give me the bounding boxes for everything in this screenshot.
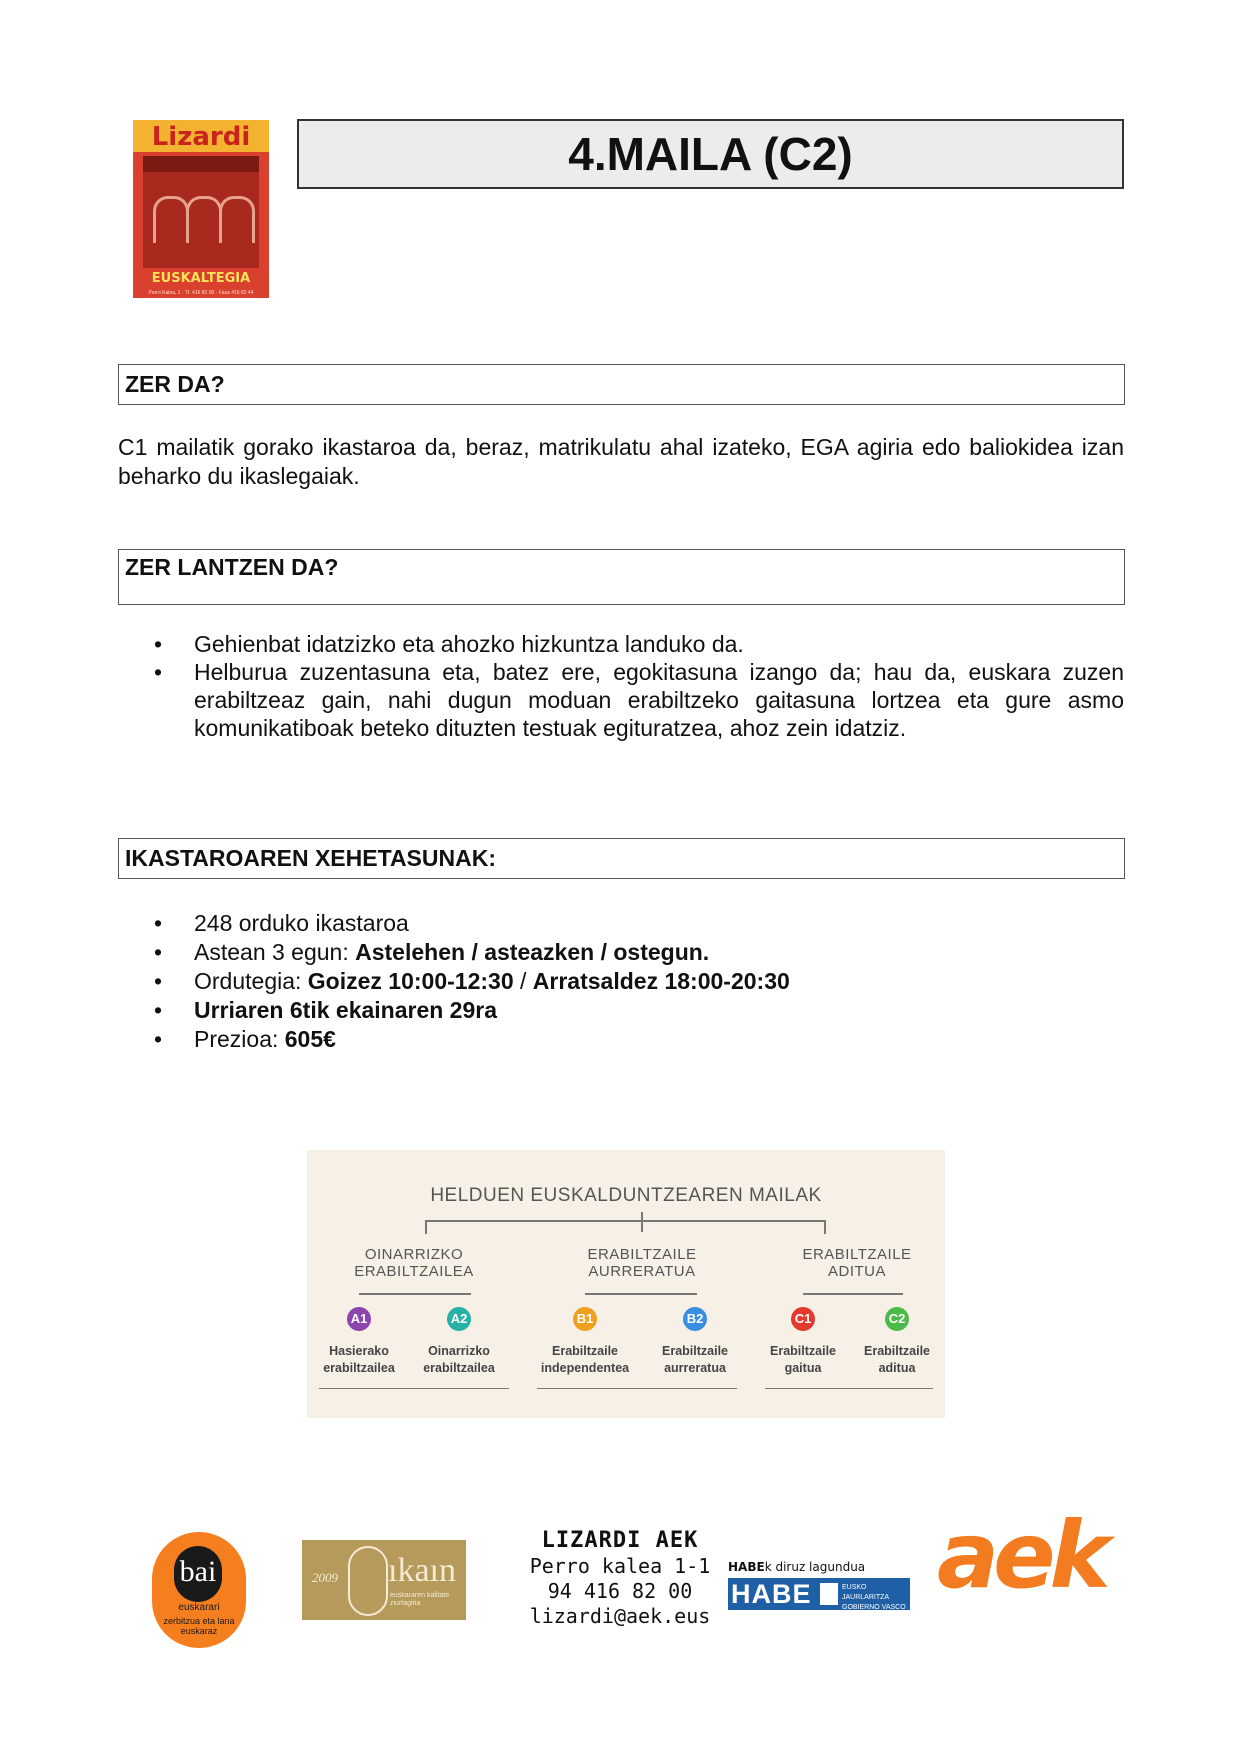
- level-desc-line: Erabiltzaile: [552, 1344, 618, 1358]
- bai-logo-mark: bai: [174, 1546, 222, 1602]
- days-value: Astelehen / asteazken / ostegun.: [355, 939, 710, 965]
- level-desc-line: gaitua: [784, 1361, 822, 1375]
- hours-text: 248 orduko ikastaroa: [194, 910, 409, 936]
- bikain-year: 2009: [312, 1570, 338, 1585]
- level-b1-badge: B1: [573, 1307, 597, 1331]
- page-title-box: [297, 119, 1124, 189]
- logo-address: Perro Kalea, 1 · Tf. 416 82 00 · Faxa 416 82 44: [148, 290, 254, 296]
- contact-phone: 94 416 82 00: [547, 1579, 693, 1603]
- level-desc-line: erabiltzailea: [323, 1361, 395, 1375]
- contact-block: [520, 1528, 720, 1629]
- contact-address: Perro kalea 1-1: [529, 1554, 711, 1578]
- group-underline: [765, 1388, 933, 1389]
- schedule-label: Ordutegia:: [194, 968, 308, 994]
- level-desc: [645, 1343, 745, 1377]
- level-desc-line: Oinarrizko: [428, 1344, 490, 1358]
- list-item: • Helburua zuzentasuna eta, batez ere, egokitasuna izango da; hau da, euskara zuzen erabiltzeaz gain, nahi dugun moduan erabiltzeko gaitasuna lortzea eta gure asmo komunikatiboak beteko dituzten testuak egituratzea, ahoz zein idatziz.: [154, 658, 1124, 742]
- level-a2-badge: A2: [447, 1307, 471, 1331]
- group-label-line: ERABILTZAILEA: [354, 1263, 474, 1280]
- level-desc: [847, 1343, 947, 1377]
- level-desc: [535, 1343, 635, 1377]
- level-desc-line: independentea: [540, 1361, 630, 1375]
- level-desc-line: Erabiltzaile: [662, 1344, 728, 1358]
- group-label-line: OINARRIZKO: [364, 1246, 464, 1263]
- logo-name: Lizardi: [151, 122, 251, 152]
- level-b2-badge: B2: [683, 1307, 707, 1331]
- level-desc: [309, 1343, 409, 1377]
- logo-arch: [153, 196, 189, 243]
- section-heading-what: ZER DA?: [118, 364, 1125, 405]
- days-label: Astean 3 egun:: [194, 939, 356, 965]
- section-what-text: C1 mailatik gorako ikastaroa da, beraz, matrikulatu ahal izateko, EGA agiria edo baliokidea izan beharko du ikaslegaiak.: [118, 434, 1124, 489]
- group-bracket: [585, 1293, 697, 1295]
- level-desc-line: Hasierako: [329, 1344, 389, 1358]
- group-bracket: [803, 1293, 903, 1295]
- list-item: • Gehienbat idatzizko eta ahozko hizkuntza landuko da.: [154, 630, 1124, 658]
- bikain-logo: [302, 1540, 466, 1620]
- bai-logo-sub: euskarari: [178, 1602, 220, 1613]
- levels-diagram: [307, 1150, 945, 1418]
- habe-caption-bold: HABE: [728, 1560, 765, 1574]
- logo-arch: [219, 196, 255, 243]
- habe-logo: [728, 1560, 910, 1610]
- page-title: 4.MAILA (C2): [568, 128, 853, 180]
- section-heading-work: ZER LANTZEN DA?: [118, 549, 1125, 605]
- bai-logo-tag: zerbitzua eta lana euskaraz: [163, 1616, 235, 1636]
- schedule-evening: Arratsaldez 18:00-20:30: [532, 968, 790, 994]
- logo-roof: [143, 156, 259, 172]
- group-label: [562, 1246, 722, 1280]
- section-heading-details: IKASTAROAREN XEHETASUNAK:: [118, 838, 1125, 879]
- price-value: 605€: [284, 1026, 336, 1052]
- list-item-days: [154, 938, 1124, 967]
- bikain-beta-mark: [348, 1546, 388, 1616]
- work-list: [154, 630, 1124, 742]
- habe-caption: [728, 1560, 910, 1574]
- group-label-line: ERABILTZAILE: [587, 1246, 697, 1263]
- level-c2-badge: C2: [885, 1307, 909, 1331]
- level-desc: [753, 1343, 853, 1377]
- level-desc-line: Erabiltzaile: [864, 1344, 930, 1358]
- level-desc-line: aurreratua: [664, 1361, 726, 1375]
- habe-wordmark: HABE: [731, 1579, 812, 1609]
- logo-arch: [186, 196, 222, 243]
- habe-government: EUSKO JAURLARITZA GOBIERNO VASCO: [842, 1584, 906, 1611]
- bracket-line: [824, 1220, 826, 1234]
- bracket-line: [425, 1220, 825, 1222]
- group-label-line: ERABILTZAILE: [802, 1246, 912, 1263]
- group-bracket: [359, 1293, 471, 1295]
- logo-building-image: [143, 156, 259, 268]
- list-item-price: [154, 1025, 1124, 1054]
- diagram-title: HELDUEN EUSKALDUNTZEAREN MAILAK: [430, 1185, 822, 1206]
- group-underline: [319, 1388, 509, 1389]
- group-label: [777, 1246, 937, 1280]
- contact-name: LIZARDI AEK: [541, 1528, 699, 1553]
- level-desc-line: Erabiltzaile: [770, 1344, 836, 1358]
- bikain-word: ıkaın: [388, 1552, 456, 1589]
- lizardi-logo: [133, 120, 269, 298]
- aek-logo: aek: [937, 1502, 1105, 1609]
- bai-euskarari-logo: [152, 1532, 246, 1648]
- list-item-schedule: [154, 967, 1124, 996]
- details-list: [154, 909, 1124, 1054]
- price-label: Prezioa:: [194, 1026, 285, 1052]
- shield-icon: [820, 1583, 838, 1605]
- group-label: [334, 1246, 494, 1280]
- contact-email: lizardi@aek.eus: [529, 1604, 711, 1628]
- bracket-line: [641, 1212, 643, 1232]
- level-desc: [409, 1343, 509, 1377]
- habe-bar: [728, 1578, 910, 1610]
- level-c1-badge: C1: [791, 1307, 815, 1331]
- habe-caption-rest: k diruz lagundua: [764, 1560, 866, 1574]
- logo-footer: EUSKALTEGIA: [151, 271, 251, 286]
- level-a1-badge: A1: [347, 1307, 371, 1331]
- level-desc-line: erabiltzailea: [423, 1361, 495, 1375]
- level-desc-line: aditua: [878, 1361, 916, 1375]
- group-underline: [537, 1388, 737, 1389]
- bracket-line: [425, 1220, 427, 1234]
- list-item-hours: [154, 909, 1124, 938]
- schedule-morning: Goizez 10:00-12:30: [307, 968, 514, 994]
- group-label-line: AURRERATUA: [588, 1263, 696, 1280]
- schedule-separator: /: [513, 968, 533, 994]
- bikain-sub: euskararen kalitate ziurtagiria: [390, 1592, 450, 1607]
- dates-text: Urriaren 6tik ekainaren 29ra: [194, 997, 498, 1023]
- group-label-line: ADITUA: [827, 1263, 886, 1280]
- list-item-dates: [154, 996, 1124, 1025]
